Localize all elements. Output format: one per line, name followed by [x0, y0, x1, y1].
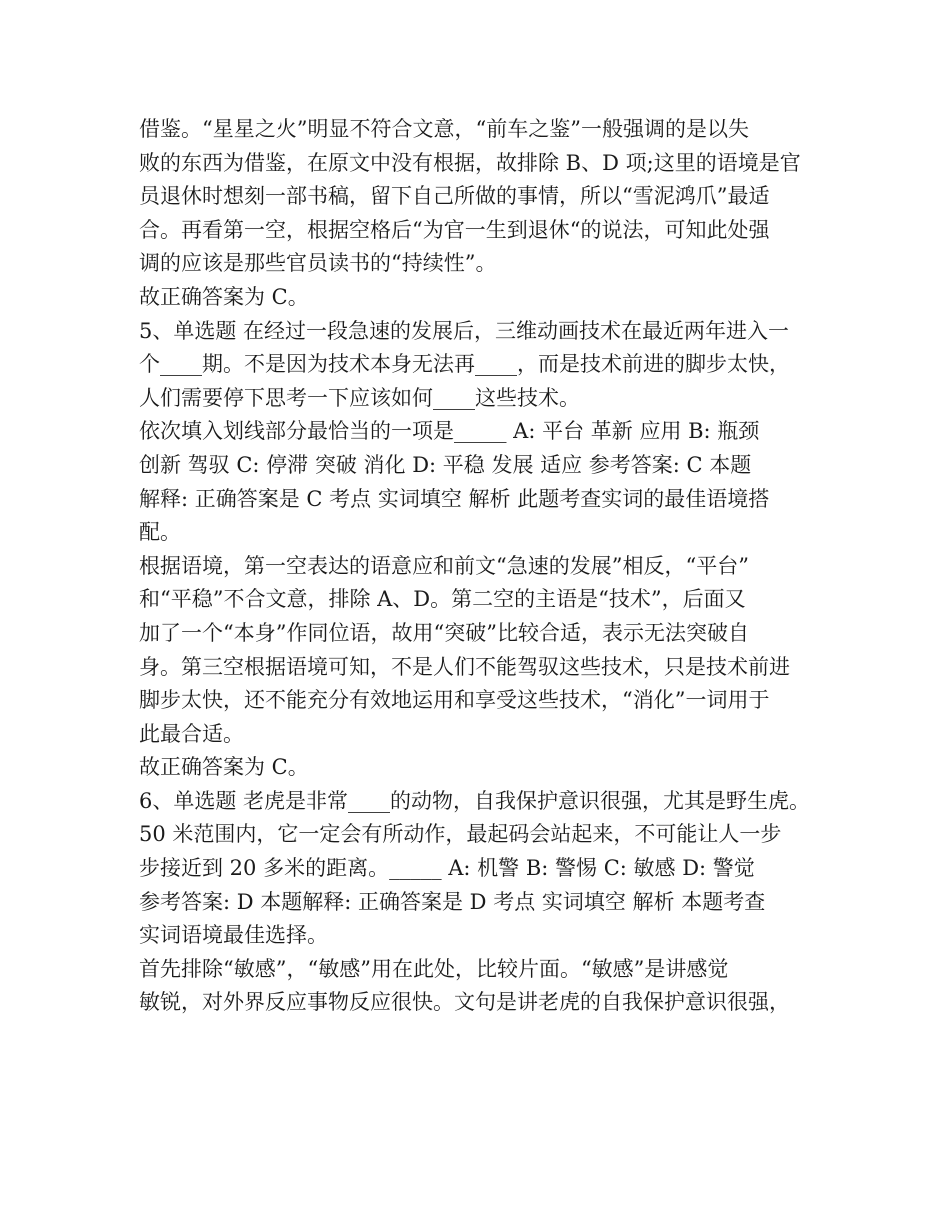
text-line: 此最合适。 — [139, 721, 244, 746]
document-body — [139, 113, 829, 1020]
text-line: 加了一个“本身”作同位语，故用“突破”比较合适，表示无法突破自 — [139, 620, 749, 645]
text-line: 脚步太快，还不能充分有效地运用和享受这些技术，“消化”一词用于 — [139, 688, 770, 713]
text-line: 解释: 正确答案是 C 考点 实词填空 解析 此题考查实词的最佳语境搭 — [139, 486, 770, 511]
text-line: 参考答案: D 本题解释: 正确答案是 D 考点 实词填空 解析 本题考查 — [139, 889, 766, 914]
text-line: 步接近到 20 多米的距离。_____ A: 机警 B: 警惕 C: 敏感 D: 警觉 — [139, 856, 755, 881]
text-line: 败的东西为借鉴，在原文中没有根据，故排除 B、D 项;这里的语境是官 — [139, 150, 801, 175]
text-line: 借鉴。“星星之火”明显不符合文意，“前车之鉴”一般强调的是以失 — [139, 117, 749, 141]
text-line: 调的应该是那些官员读书的“持续性”。 — [139, 251, 497, 276]
text-line: 合。再看第一空，根据空格后“为官一生到退休“的说法，可知此处强 — [139, 217, 770, 242]
text-line: 首先排除“敏感”，“敏感”用在此处，比较片面。“敏感”是讲感觉 — [139, 956, 729, 981]
answer-line: 故正确答案为 C。 — [139, 284, 309, 309]
text-line: 根据语境，第一空表达的语意应和前文“急速的发展”相反，“平台” — [139, 553, 749, 578]
text-line: 配。 — [139, 520, 181, 545]
question-heading: 5、单选题 在经过一段急速的发展后，三维动画技术在最近两年进入一 — [139, 318, 790, 343]
question-heading: 6、单选题 老虎是非常____的动物，自我保护意识很强，尤其是野生虎。 — [139, 788, 811, 813]
text-line: 敏锐，对外界反应事物反应很快。文句是讲老虎的自我保护意识很强， — [139, 990, 790, 1015]
text-line: 个____期。不是因为技术本身无法再____，而是技术前进的脚步太快， — [139, 352, 790, 377]
text-line: 实词语境最佳选择。 — [139, 923, 328, 948]
text-line: 身。第三空根据语境可知，不是人们不能驾驭这些技术，只是技术前进 — [139, 654, 790, 679]
text-line: 50 米范围内，它一定会有所动作，最起码会站起来，不可能让人一步 — [139, 822, 782, 847]
text-line: 和“平稳”不合文意，排除 A、D。第二空的主语是“技术”，后面又 — [139, 587, 746, 612]
text-line: 员退休时想刻一部书稿，留下自己所做的事情，所以“雪泥鸿爪”最适 — [139, 184, 770, 209]
text-line: 创新 驾驭 C: 停滞 突破 消化 D: 平稳 发展 适应 参考答案: C 本题 — [139, 452, 752, 477]
text-line: 依次填入划线部分最恰当的一项是_____ A: 平台 革新 应用 B: 瓶颈 — [139, 419, 760, 444]
text-line: 人们需要停下思考一下应该如何____这些技术。 — [139, 385, 580, 410]
answer-line: 故正确答案为 C。 — [139, 755, 309, 780]
